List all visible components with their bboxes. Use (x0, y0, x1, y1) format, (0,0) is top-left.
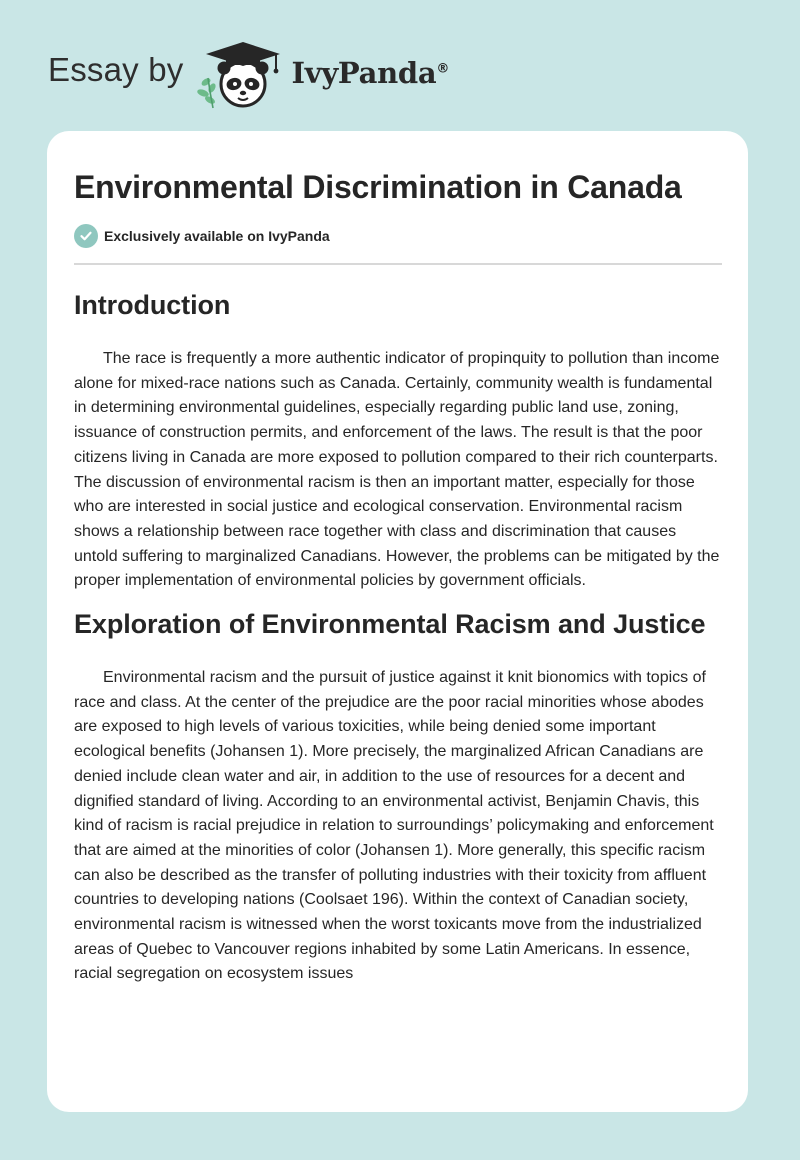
check-circle-icon (74, 224, 98, 248)
registered-mark: ® (436, 61, 450, 77)
section-paragraph-exploration: Environmental racism and the pursuit of justice against it knit bionomics with topics of race and class. At the center of the prejudice are the poor racial minorities whose abodes are exposed to high levels of various toxicities, while being denied some important ecological benefits (Johansen 1). More precisely, the marginalized African Canadians are denied include clean water and air, in addition to the use of resources for a decent and dignified standard of living. According to an environmental activist, Benjamin Chavis, this kind of racism is racial prejudice in relation to surroundings’ policymaking and enforcement that are aimed at the minorities of color (Johansen 1). More generally, this specific racism can also be described as the transfer of polluting industries with their toxicity from affluent countries to developing nations (Coolsaet 196). Within the context of Canadian society, environmental racism is witnessed when the worst toxicants move from the industrialized areas of Quebec to Vancouver regions inhabited by some Latin Americans. In essence, racial segregation on ecosystem issues (74, 669, 714, 983)
exclusive-label: Exclusively available on IvyPanda (104, 228, 330, 244)
site-header-logo[interactable] (48, 36, 449, 112)
panda-logo-icon (196, 38, 290, 110)
divider (74, 263, 722, 265)
page-title: Environmental Discrimination in Canada (74, 169, 682, 205)
section-heading-introduction: Introduction (74, 290, 231, 320)
brand-prefix: Essay by (48, 51, 184, 88)
essay-card (47, 131, 748, 1112)
section-heading-exploration: Exploration of Environmental Racism and Justice (74, 609, 706, 640)
brand-name: IvyPanda® (291, 56, 450, 90)
section-paragraph-introduction: The race is frequently a more authentic indicator of propinquity to pollution than income alone for mixed-race nations such as Canada. Certainly, community wealth is fundamental in determining environmental guidelines, especially regarding public land use, zoning, issuance of construction permits, and enforcement of the laws. The result is that the poor citizens living in Canada are more exposed to pollution compared to their rich counterparts. The discussion of environmental racism is then an important matter, especially for those who are interested in social justice and ecological conservation. Environmental racism shows a relationship between race together with class and discrimination that causes untold suffering to marginalized Canadians. However, the problems can be mitigated by the proper implementation of environmental policies by government officials. (74, 350, 720, 590)
exclusive-badge (74, 223, 722, 249)
